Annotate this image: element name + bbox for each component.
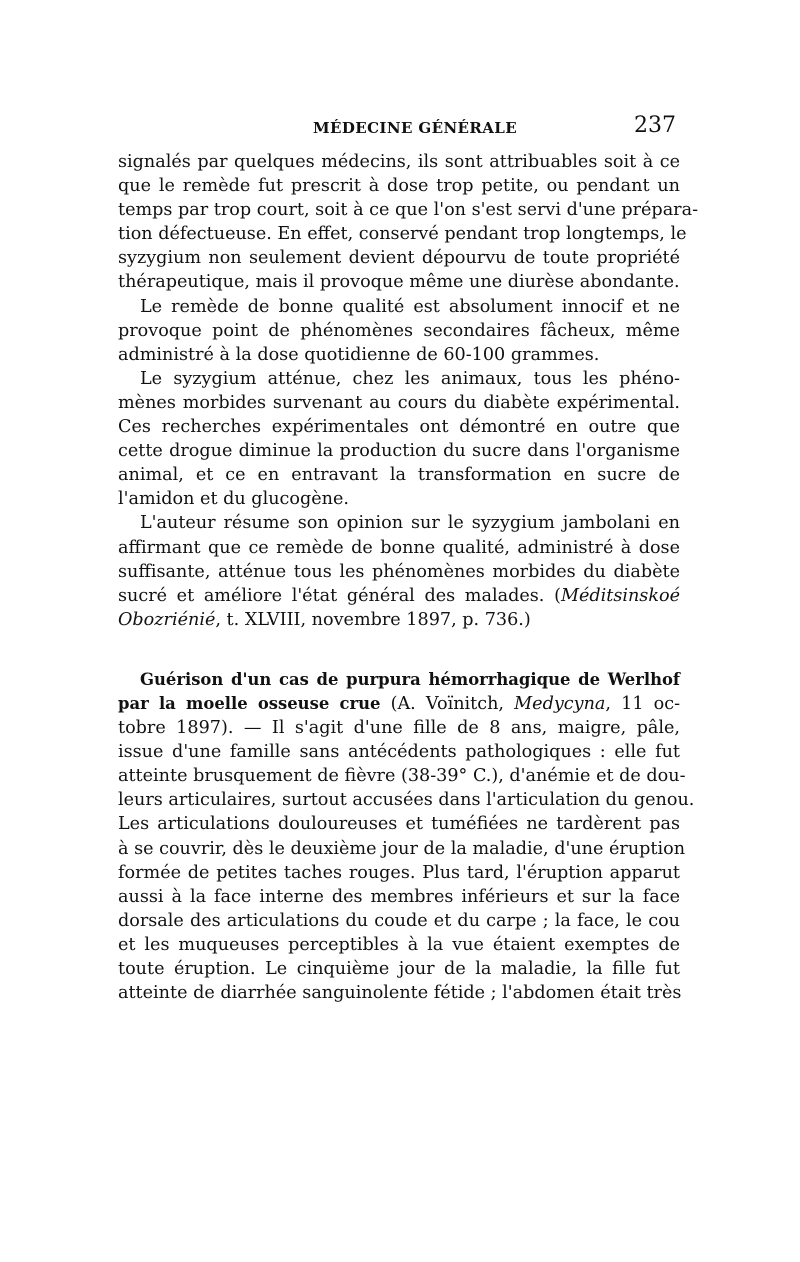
citation-line bbox=[118, 608, 680, 632]
text-line: dorsale des articulations du coude et du carpe ; la face, le cou bbox=[118, 910, 680, 931]
running-head: MÉDECINE GÉNÉRALE bbox=[313, 119, 518, 137]
text-line: leurs articulaires, surtout accusées dans l'articulation du genou. bbox=[118, 790, 695, 811]
text-line: Le syzygium atténue, chez les animaux, tous les phéno- bbox=[140, 368, 680, 389]
text-line: mènes morbides survenant au cours du diabète expérimental. bbox=[118, 392, 680, 413]
text-line: Les articulations douloureuses et tuméfiées ne tardèrent pas bbox=[118, 814, 680, 835]
text-line: aussi à la face interne des membres inférieurs et sur la face bbox=[118, 886, 680, 907]
text-line: à se couvrir, dès le deuxième jour de la maladie, d'une éruption bbox=[118, 838, 686, 859]
text-line: tobre 1897). — Il s'agit d'une fille de 8 ans, maigre, pâle, bbox=[118, 718, 680, 739]
text-line: provoque point de phénomènes secondaires fâcheux, même bbox=[118, 320, 680, 341]
page-number: 237 bbox=[634, 113, 676, 138]
article-title-cont: par la moelle osseuse crue bbox=[118, 693, 381, 713]
citation-paren: ( bbox=[554, 585, 561, 606]
text-line: issue d'une famille sans antécédents pathologiques : elle fut bbox=[118, 742, 680, 763]
text-line: l'amidon et du glucogène. bbox=[118, 489, 349, 510]
text-line: thérapeutique, mais il provoque même une diurèse abondante. bbox=[118, 272, 680, 293]
paragraph-3 bbox=[118, 367, 680, 512]
paragraph-4 bbox=[118, 511, 680, 631]
text-line: atteinte brusquement de fièvre (38-39° C.), d'anémie et de dou- bbox=[118, 766, 686, 787]
article bbox=[118, 668, 695, 1005]
article-title-line bbox=[118, 668, 680, 692]
text-line: Ces recherches expérimentales ont démontré en outre que bbox=[118, 417, 680, 438]
text-line: signalés par quelques médecins, ils sont attribuables soit à ce bbox=[118, 152, 680, 172]
journal-title-cont: Obozriénié bbox=[118, 609, 216, 630]
text-line: formée de petites taches rouges. Plus tard, l'éruption apparut bbox=[118, 862, 680, 883]
journal-title: Méditsinskoé bbox=[560, 585, 681, 606]
text-line: sucré et améliore l'état général des malades. bbox=[118, 585, 545, 606]
article-author: (A. Voïnitch, bbox=[390, 693, 505, 714]
text-line: que le remède fut prescrit à dose trop petite, ou pendant un bbox=[118, 176, 680, 197]
journal-title: Medycyna bbox=[514, 693, 606, 714]
citation-rest: , t. XLVIII, novembre 1897, p. 736.) bbox=[215, 609, 531, 630]
text-line: administré à la dose quotidienne de 60-100 grammes. bbox=[118, 344, 600, 365]
text-line: L'auteur résume son opinion sur le syzygium jambolani en bbox=[140, 513, 680, 534]
page-header bbox=[118, 113, 680, 143]
article-title-line bbox=[118, 692, 680, 716]
body-text bbox=[118, 150, 699, 1005]
text-line: tion défectueuse. En effet, conservé pendant trop longtemps, le bbox=[118, 224, 687, 245]
citation-line bbox=[118, 584, 680, 608]
article-date: , 11 oc- bbox=[605, 693, 681, 714]
text-line: et les muqueuses perceptibles à la vue étaient exemptes de bbox=[118, 934, 680, 955]
paragraph-1 bbox=[118, 150, 699, 295]
text-line: toute éruption. Le cinquième jour de la maladie, la fille fut bbox=[118, 959, 680, 979]
text-line: affirmant que ce remède de bonne qualité, administré à dose bbox=[118, 537, 680, 558]
text-line: temps par trop court, soit à ce que l'on s'est servi d'une prépara- bbox=[118, 200, 699, 221]
article-title: Guérison d'un cas de purpura hémorrhagique de Werlhof bbox=[140, 669, 680, 689]
text-line: syzygium non seulement devient dépourvu de toute propriété bbox=[118, 248, 680, 269]
section-gap bbox=[118, 632, 680, 668]
text-line: animal, et ce en entravant la transformation en sucre de bbox=[118, 465, 680, 486]
paragraph-2 bbox=[118, 295, 680, 367]
text-line: atteinte de diarrhée sanguinolente fétide ; l'abdomen était très bbox=[118, 983, 682, 1004]
text-line: suffisante, atténue tous les phénomènes morbides du diabète bbox=[118, 561, 680, 582]
text-line: cette drogue diminue la production du sucre dans l'organisme bbox=[118, 441, 680, 462]
text-line: Le remède de bonne qualité est absolument innocif et ne bbox=[140, 296, 680, 317]
